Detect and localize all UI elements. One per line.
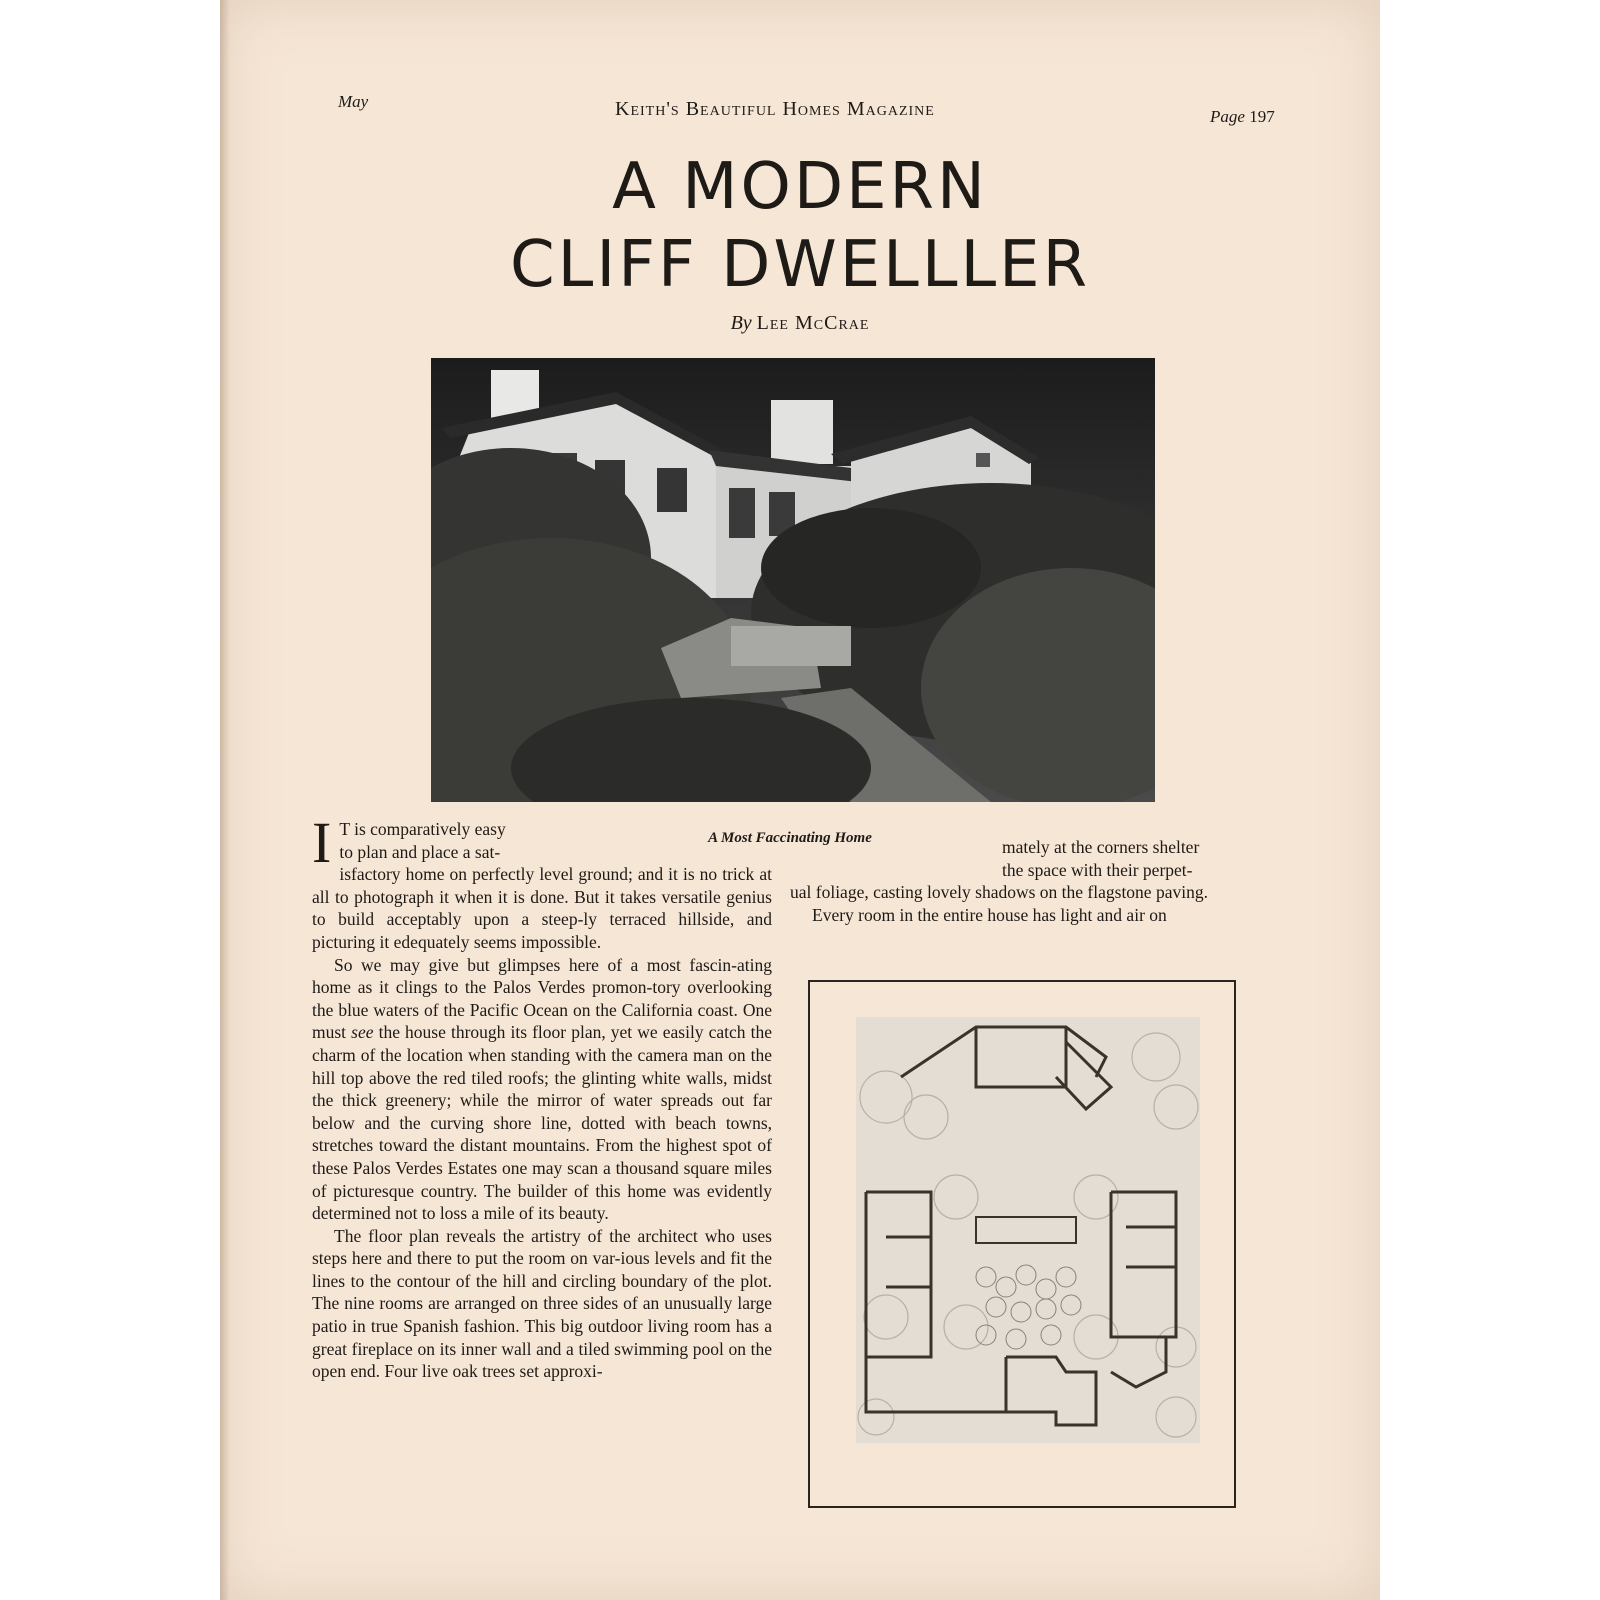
page-number: 197 bbox=[1249, 107, 1275, 126]
p1-line-2: to plan and place a sat- bbox=[339, 841, 501, 862]
paragraph-5: Every room in the entire house has light and air on bbox=[812, 904, 1167, 925]
title-line-1: A MODERN bbox=[612, 150, 988, 224]
paragraph-3: The floor plan reveals the artistry of the architect who uses steps here and there to put the room on var-ious levels and fit the lines to the contour of the hill and circling boundary of the plot. The nine rooms are arranged on three sides of an unusually large patio in true Spanish fashion. This big outdoor living room has a great fireplace on its inner wall and a tiled swimming pool on the open end. Four live oak trees set approxi- bbox=[312, 1225, 772, 1382]
header-magazine-title: Keith's Beautiful Homes Magazine bbox=[615, 98, 935, 120]
byline-prefix: By bbox=[730, 312, 752, 334]
p2-after: the house through its floor plan, yet we easily catch the charm of the location when standing with the camera man on the hill top above the red tiled roofs; the glinting white walls, midst the thick greenery; while the mirror of water spreads out far below and the curving shore line, dotted with beach towns, stretches toward the distant mountains. From the highest spot of these Palos Verdes Estates one may scan a thousand square miles of picturesque country. The builder of this home was evidently determined not to loss a mile of its beauty. bbox=[312, 1022, 773, 1224]
floor-plan-drawing bbox=[856, 1017, 1200, 1443]
house-photo bbox=[431, 358, 1155, 802]
byline bbox=[220, 312, 1380, 335]
article-column-right bbox=[790, 836, 1242, 926]
paragraph-4 bbox=[790, 836, 1242, 904]
title-line-2: CLIFF DWELLLER bbox=[509, 228, 1091, 302]
p2-emphasis: see bbox=[351, 1022, 374, 1043]
header-page-number bbox=[1210, 107, 1275, 127]
author-name: Lee McCrae bbox=[756, 312, 870, 334]
paragraph-1 bbox=[312, 810, 772, 954]
photo-caption: A Most Faccinating Home bbox=[708, 830, 872, 846]
page-word: Page bbox=[1210, 107, 1245, 126]
drop-cap: I bbox=[312, 810, 332, 875]
p2-before: So we may give but glimpses here of a most fascin-ating home as it clings to the Palos Verdes promon-tory overlooking the blue waters of the Pacific Ocean on the California coast. One must bbox=[312, 954, 772, 1043]
magazine-page bbox=[220, 0, 1380, 1600]
p4-rest: ual foliage, casting lovely shadows on the flagstone paving. bbox=[790, 882, 1208, 903]
header-month: May bbox=[338, 92, 369, 111]
article-column-left bbox=[312, 810, 773, 1383]
paragraph-2 bbox=[312, 954, 772, 1225]
p4-line-1: mately at the corners shelter bbox=[1002, 837, 1200, 857]
article-title bbox=[220, 148, 1380, 304]
p4-line-2: the space with their perpet- bbox=[1002, 859, 1193, 880]
p1-rest: isfactory home on perfectly level ground; and it is no trick at all to photograph it when it is done. But it takes versatile genius to build acceptably upon a steep-ly terraced hillside, and picturing it edequately seems impossible. bbox=[312, 864, 772, 952]
p1-line-1: T is comparatively easy bbox=[339, 819, 506, 839]
